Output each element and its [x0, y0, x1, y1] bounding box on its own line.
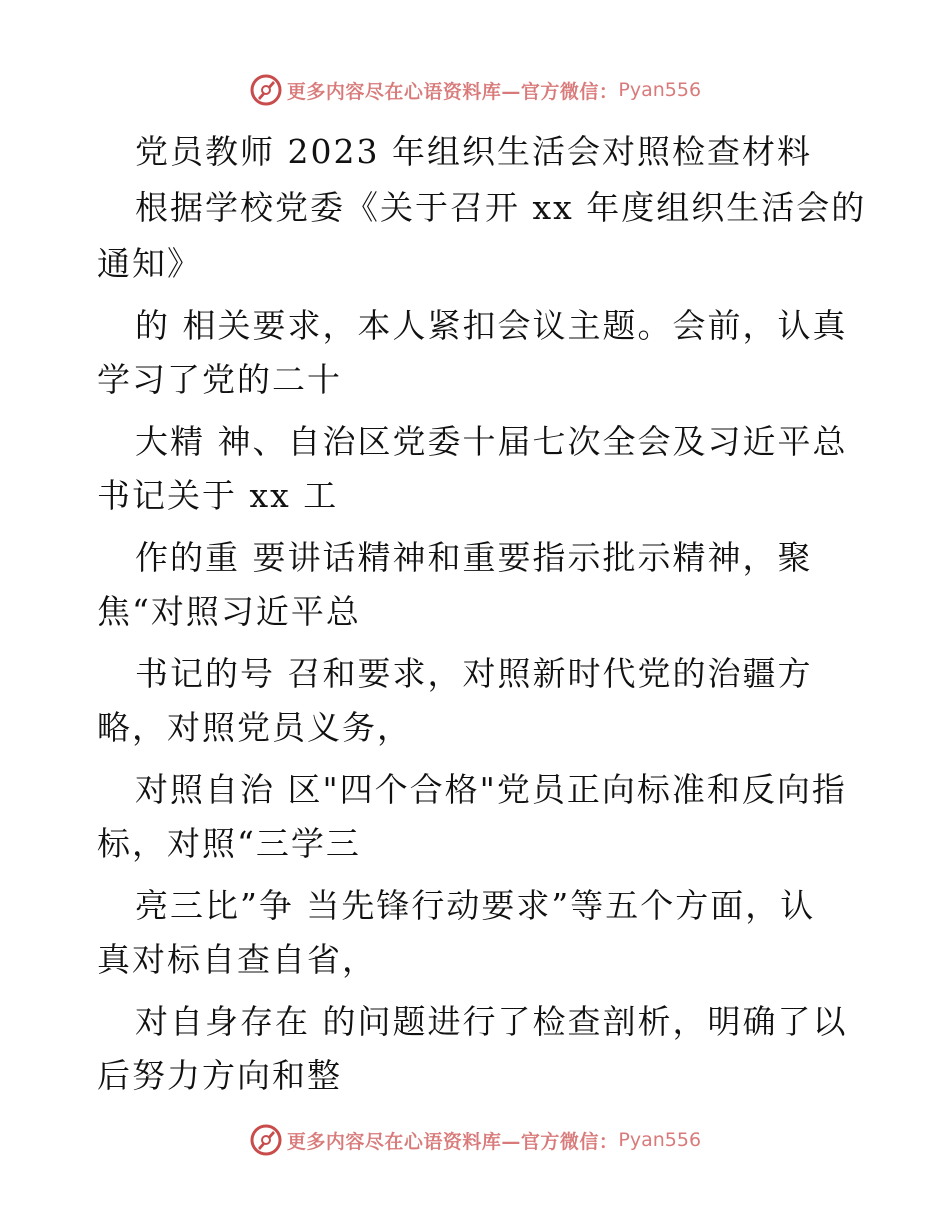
banner-wechat-id: Pyan556 — [618, 1129, 702, 1151]
banner-text: 更多内容尽在心语资料库—官方微信： — [286, 80, 619, 103]
paragraph-line: 书记关于 xx 工 — [97, 476, 339, 515]
paragraph-line: 书记的号 召和要求，对照新时代党的治疆方 — [135, 654, 813, 693]
paragraph-line: 真对标自查自省， — [97, 940, 377, 979]
document-title: 党员教师 2023 年组织生活会对照检查材料 — [135, 132, 812, 171]
paragraph-line: 焦“对照习近平总 — [97, 592, 361, 631]
banner-wechat-id: Pyan556 — [618, 79, 702, 101]
paragraph-line: 亮三比”争 当先锋行动要求”等五个方面，认 — [135, 886, 816, 925]
paragraph-line: 的 相关要求，本人紧扣会议主题。会前，认真 — [135, 306, 848, 345]
banner-text: 更多内容尽在心语资料库—官方微信： — [286, 1130, 619, 1153]
quill-logo-icon — [249, 1123, 283, 1157]
paragraph-line: 对自身存在 的问题进行了检查剖析，明确了以 — [135, 1002, 848, 1041]
paragraph-line: 标，对照“三学三 — [97, 824, 361, 863]
footer-watermark-banner — [0, 1120, 950, 1160]
paragraph-line: 作的重 要讲话精神和重要指示批示精神，聚 — [135, 538, 813, 577]
paragraph-line: 后努力方向和整 — [97, 1056, 342, 1095]
header-watermark-banner — [0, 70, 950, 110]
quill-logo-icon — [249, 73, 283, 107]
paragraph-line: 对照自治 区"四个合格"党员正向标准和反向指 — [135, 770, 847, 809]
paragraph-line: 略，对照党员义务， — [97, 708, 412, 747]
paragraph-line: 通知》 — [97, 244, 202, 283]
paragraph-line: 大精 神、自治区党委十届七次全会及习近平总 — [135, 422, 848, 461]
paragraph-line: 根据学校党委《关于召开 xx 年度组织生活会的 — [135, 188, 867, 227]
paragraph-line: 学习了党的二十 — [97, 360, 342, 399]
